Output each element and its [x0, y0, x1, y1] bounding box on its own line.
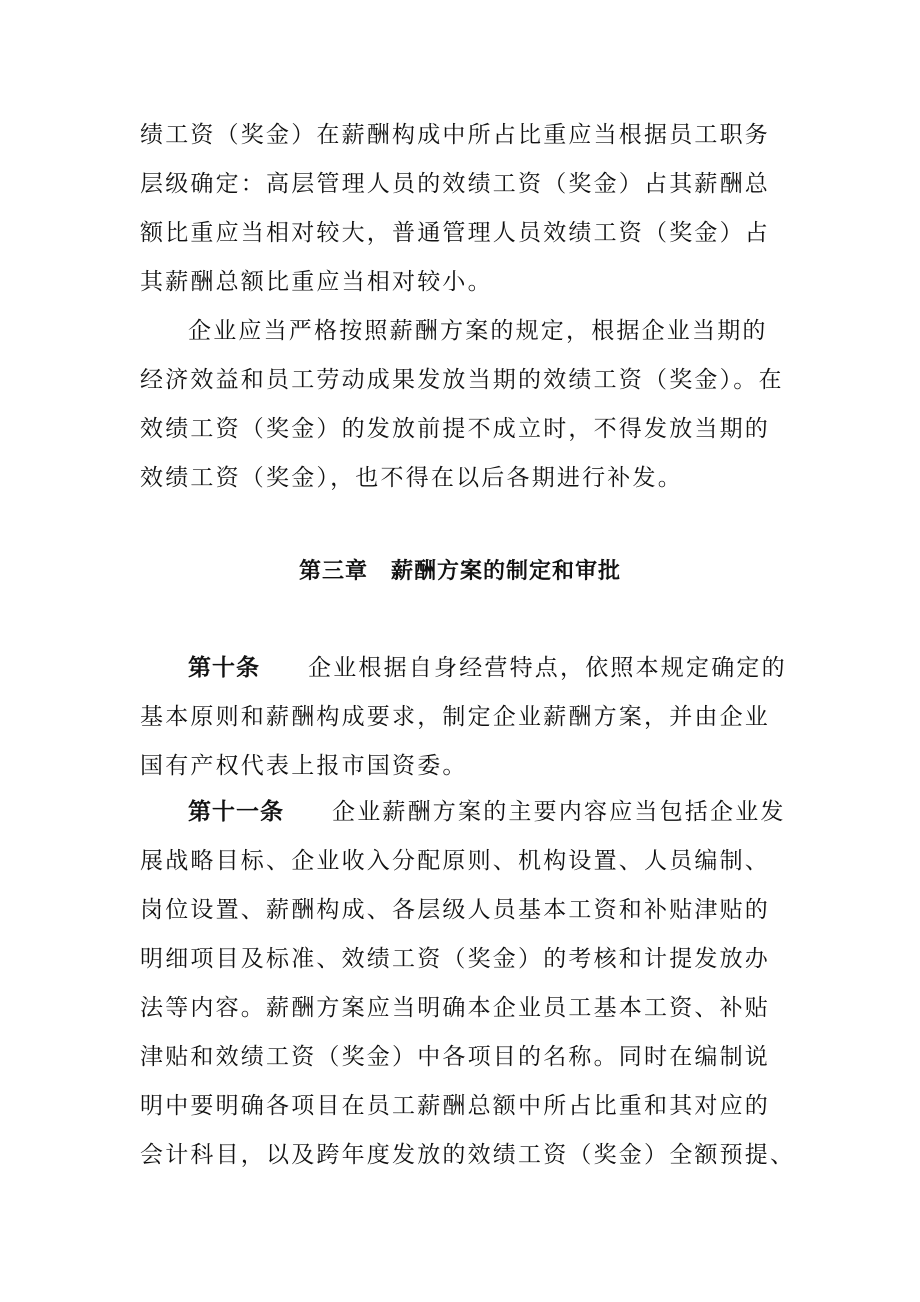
text-line: 效绩工资（奖金），也不得在以后各期进行补发。: [140, 465, 683, 491]
text-line: 其薪酬总额比重应当相对较小。: [140, 269, 493, 295]
article-10-label: 第十条: [188, 655, 260, 681]
text-line: 企业应当严格按照薪酬方案的规定，根据企业当期的: [188, 318, 768, 344]
text-line: 岗位设置、薪酬构成、各层级人员基本工资和补贴津贴的: [140, 897, 770, 923]
text-line: 基本原则和薪酬构成要求，制定企业薪酬方案，并由企业: [140, 704, 770, 730]
text-line: 经济效益和员工劳动成果发放当期的效绩工资（奖金）。在: [140, 367, 784, 393]
article-10-first-line: [188, 653, 787, 683]
text-line: 额比重应当相对较大，普通管理人员效绩工资（奖金）占: [140, 220, 770, 246]
text-line: 会计科目，以及跨年度发放的效绩工资（奖金）全额预提、: [140, 1142, 796, 1168]
article-11-label: 第十一条: [188, 799, 284, 825]
text-line: 层级确定：高层管理人员的效绩工资（奖金）占其薪酬总: [140, 171, 770, 197]
text-line: 津贴和效绩工资（奖金）中各项目的名称。同时在编制说: [140, 1044, 770, 1070]
article-11-first-line: [188, 797, 786, 827]
text-line: 效绩工资（奖金）的发放前提不成立时，不得发放当期的: [140, 416, 770, 442]
text-line: 法等内容。薪酬方案应当明确本企业员工基本工资、补贴: [140, 995, 770, 1021]
text-line: 企业薪酬方案的主要内容应当包括企业发: [332, 799, 786, 825]
text-line: 国有产权代表上报市国资委。: [140, 753, 468, 779]
chapter-heading: 第三章 薪酬方案的制定和审批: [298, 559, 621, 584]
text-line: 企业根据自身经营特点，依照本规定确定的: [308, 655, 787, 681]
text-line: 绩工资（奖金）在薪酬构成中所占比重应当根据员工职务: [140, 122, 770, 148]
text-line: 明中要明确各项目在员工薪酬总额中所占比重和其对应的: [140, 1093, 770, 1119]
text-line: 展战略目标、企业收入分配原则、机构设置、人员编制、: [140, 848, 770, 874]
text-line: 明细项目及标准、效绩工资（奖金）的考核和计提发放办: [140, 946, 770, 972]
